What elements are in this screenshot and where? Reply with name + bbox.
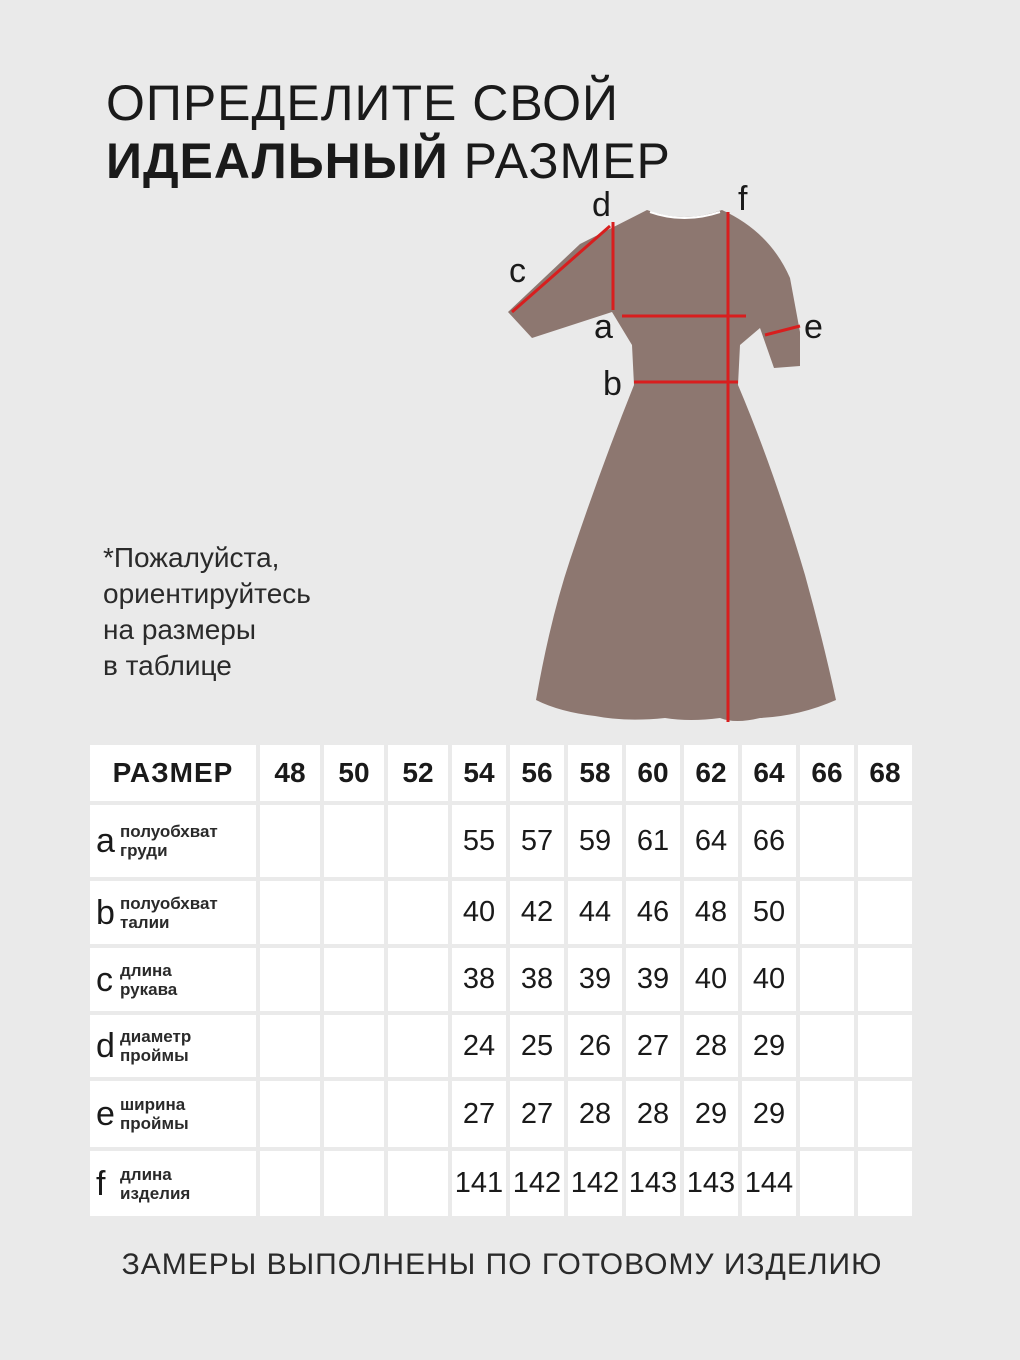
size-value-cell: 48 [684,881,738,944]
row-description [120,961,177,999]
size-value-cell: 57 [510,805,564,877]
row-letter: c [96,960,113,999]
label-d: d [592,186,611,224]
note-line-2: ориентируйтесь [103,578,311,609]
row-desc-line2: рукава [120,979,178,999]
size-value-cell: 142 [568,1151,622,1216]
size-value-cell [388,948,448,1011]
row-label-cell [90,805,256,877]
size-value-cell [800,1015,854,1077]
size-value-cell [260,881,320,944]
size-value-cell [858,948,912,1011]
header-size: 60 [626,745,680,801]
label-b: b [603,365,622,403]
size-value-cell: 66 [742,805,796,877]
size-value-cell [858,1081,912,1147]
size-value-cell: 144 [742,1151,796,1216]
row-label [90,1165,256,1203]
row-label-cell [90,1015,256,1077]
row-desc-line1: длина [120,1164,172,1184]
row-description [120,1027,191,1065]
row-desc-line2: талии [120,912,170,932]
row-label [90,1027,256,1065]
row-label [90,822,256,860]
row-letter: e [96,1095,115,1133]
size-value-cell: 40 [452,881,506,944]
row-label-cell [90,1151,256,1216]
note-line-3: на размеры [103,614,257,645]
header-size: 68 [858,745,912,801]
label-f: f [738,180,748,218]
size-value-cell [260,1015,320,1077]
row-label-cell [90,948,256,1011]
size-value-cell [858,1151,912,1216]
row-description [120,1165,190,1203]
table-row [90,881,912,944]
row-desc-line1: диаметр [120,1027,192,1046]
size-value-cell [858,805,912,877]
note-line-1: *Пожалуйста, [103,542,280,573]
header-size: 66 [800,745,854,801]
size-value-cell: 55 [452,805,506,877]
size-value-cell: 141 [452,1151,506,1216]
size-value-cell [260,1151,320,1216]
label-a: a [594,308,613,346]
table-row [90,805,912,877]
row-letter: f [96,1164,106,1203]
size-value-cell: 46 [626,881,680,944]
row-description [120,894,218,932]
size-value-cell: 143 [626,1151,680,1216]
row-letter: d [96,1027,115,1065]
header-size: 58 [568,745,622,801]
header-size: 56 [510,745,564,801]
size-value-cell: 143 [684,1151,738,1216]
size-value-cell: 61 [626,805,680,877]
size-value-cell [388,1015,448,1077]
size-value-cell: 38 [510,948,564,1011]
size-value-cell: 28 [684,1015,738,1077]
header-size: 52 [388,745,448,801]
table-row [90,1081,912,1147]
size-value-cell: 25 [510,1015,564,1077]
row-desc-line2: проймы [120,1046,189,1065]
size-value-cell: 44 [568,881,622,944]
dress-silhouette [508,210,836,721]
header-size: 64 [742,745,796,801]
size-value-cell [800,948,854,1011]
size-value-cell [800,881,854,944]
size-value-cell: 24 [452,1015,506,1077]
size-value-cell [260,1081,320,1147]
row-description [120,822,218,860]
size-value-cell [324,948,384,1011]
header-size: 54 [452,745,506,801]
size-value-cell [260,948,320,1011]
size-value-cell: 50 [742,881,796,944]
label-e: e [804,308,823,346]
row-desc-line1: полуобхват [120,822,218,841]
size-value-cell: 142 [510,1151,564,1216]
size-value-cell: 26 [568,1015,622,1077]
row-label [90,1095,256,1133]
size-value-cell: 27 [510,1081,564,1147]
row-desc-line2: проймы [120,1114,189,1133]
size-value-cell: 27 [626,1015,680,1077]
size-value-cell [858,881,912,944]
title-bold: ИДЕАЛЬНЫЙ [106,133,449,189]
size-value-cell: 28 [626,1081,680,1147]
row-desc-line2: груди [120,841,168,860]
size-value-cell: 27 [452,1081,506,1147]
size-value-cell: 64 [684,805,738,877]
title-rest: РАЗМЕР [463,133,671,189]
header-size: 48 [260,745,320,801]
size-value-cell [324,805,384,877]
note-line-4: в таблице [103,650,232,681]
size-value-cell [388,805,448,877]
size-value-cell [324,1081,384,1147]
size-value-cell [324,881,384,944]
row-letter: b [96,893,115,932]
size-value-cell: 39 [626,948,680,1011]
row-desc-line1: полуобхват [120,893,218,913]
size-value-cell: 29 [742,1015,796,1077]
size-value-cell [324,1151,384,1216]
row-description [120,1095,189,1133]
size-value-cell: 42 [510,881,564,944]
size-value-cell [388,881,448,944]
row-label-cell [90,1081,256,1147]
size-value-cell [800,1081,854,1147]
size-table [86,741,916,1220]
size-value-cell [800,805,854,877]
label-c: c [509,252,526,290]
size-value-cell: 28 [568,1081,622,1147]
row-label [90,961,256,999]
size-value-cell [260,805,320,877]
row-letter: a [96,822,115,860]
header-size: 50 [324,745,384,801]
footer-note: ЗАМЕРЫ ВЫПОЛНЕНЫ ПО ГОТОВОМУ ИЗДЕЛИЮ [121,1248,883,1281]
row-desc-line1: ширина [120,1095,186,1114]
size-value-cell: 29 [742,1081,796,1147]
header-size: 62 [684,745,738,801]
row-label [90,894,256,932]
size-value-cell [324,1015,384,1077]
table-row [90,1151,912,1216]
table-row [90,1015,912,1077]
size-value-cell: 39 [568,948,622,1011]
title-line1: ОПРЕДЕЛИТЕ СВОЙ [106,75,619,131]
size-value-cell [388,1151,448,1216]
size-value-cell [388,1081,448,1147]
row-label-cell [90,881,256,944]
size-value-cell: 40 [684,948,738,1011]
size-value-cell: 29 [684,1081,738,1147]
table-row [90,948,912,1011]
row-desc-line1: длина [120,960,172,980]
size-value-cell: 59 [568,805,622,877]
row-desc-line2: изделия [120,1183,191,1203]
size-value-cell: 40 [742,948,796,1011]
size-value-cell [800,1151,854,1216]
table-header-row [90,745,912,801]
header-size-label: РАЗМЕР [90,745,256,801]
size-value-cell: 38 [452,948,506,1011]
size-value-cell [858,1015,912,1077]
